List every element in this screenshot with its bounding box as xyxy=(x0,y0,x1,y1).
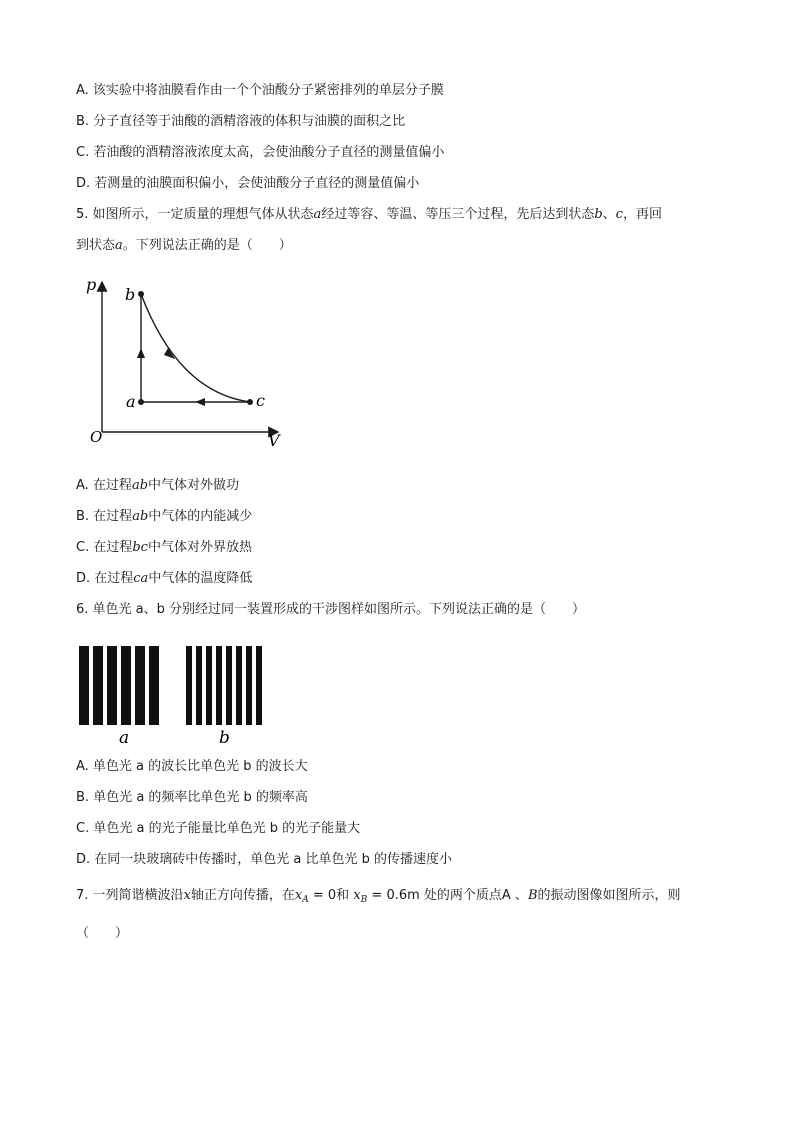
q7-answer-paren: （ ） xyxy=(76,926,129,941)
label-c: c xyxy=(256,391,265,410)
q5-var-b: b xyxy=(594,207,603,222)
q5-opt-c-var: bc xyxy=(132,540,148,555)
q6-option-a: A. 单色光 a 的波长比单色光 b 的波长大 xyxy=(76,759,308,774)
q5-stem2-text2: 。下列说法正确的是（ ） xyxy=(122,238,292,253)
q5-stem-text2: 经过等容、等温、等压三个过程，先后达到状态 xyxy=(321,207,595,222)
fringe-b-2 xyxy=(196,646,202,725)
q6-option-d: D. 在同一块玻璃砖中传播时，单色光 a 比单色光 b 的传播速度小 xyxy=(76,852,453,867)
interference-patterns xyxy=(76,640,276,750)
p-axis-label: p xyxy=(86,275,97,294)
q4-option-b: B. 分子直径等于油酸的酒精溶液的体积与油膜的面积之比 xyxy=(76,114,406,129)
q5-opt-a-pre: A. 在过程 xyxy=(76,478,132,493)
q6-option-b: B. 单色光 a 的频率比单色光 b 的频率高 xyxy=(76,790,308,805)
q5-var-c: c xyxy=(615,207,623,222)
q6-stem: 6. 单色光 a、b 分别经过同一装置形成的干涉图样如图所示。下列说法正确的是（ ） xyxy=(76,602,586,617)
q5-opt-b-var: ab xyxy=(132,509,149,524)
q7-text3: 的振动图像如图所示，则 xyxy=(537,888,681,903)
point-c xyxy=(247,399,253,405)
q7-sub-b: B xyxy=(360,895,368,905)
fringe-b-3 xyxy=(206,646,212,725)
fringe-b-5 xyxy=(226,646,232,725)
origin-label: O xyxy=(90,428,103,446)
q5-stem-sep: 、 xyxy=(602,207,616,222)
q7-eq2: = 0.6m 处的两个质点A 、 xyxy=(367,888,528,903)
q7-sub-a: A xyxy=(302,895,309,905)
fringe-b-7 xyxy=(246,646,252,725)
fringe-a-3 xyxy=(107,646,117,725)
q5-opt-d-post: 中气体的温度降低 xyxy=(148,571,253,586)
q5-opt-d-pre: D. 在过程 xyxy=(76,571,134,586)
q5-opt-a-var: ab xyxy=(131,478,149,493)
fringe-a-1 xyxy=(79,646,89,725)
process-bc xyxy=(141,294,250,402)
q5-opt-a-post: 中气体对外做功 xyxy=(148,478,240,493)
q5-opt-d-var: ca xyxy=(133,571,149,586)
q5-opt-c-pre: C. 在过程 xyxy=(76,540,133,555)
q5-stem-text1: 5. 如图所示，一定质量的理想气体从状态 xyxy=(76,207,314,222)
q4-option-d: D. 若测量的油膜面积偏小，会使油酸分子直径的测量值偏小 xyxy=(76,176,420,191)
q5-opt-b-pre: B. 在过程 xyxy=(76,509,133,524)
fringe-b-6 xyxy=(236,646,242,725)
pattern-b-label: b xyxy=(219,728,230,748)
arrow-ab xyxy=(137,348,145,358)
pv-diagram xyxy=(80,272,290,452)
q5-option-a xyxy=(76,477,239,495)
q5-option-c xyxy=(76,539,252,557)
q5-option-b xyxy=(76,508,252,526)
q5-stem-line2 xyxy=(76,237,292,255)
q5-var-a2: a xyxy=(115,238,123,253)
q7-var-xb: x xyxy=(353,888,361,903)
q5-stem-text3: ，再回 xyxy=(622,207,662,222)
q7-var-xa: x xyxy=(294,888,303,903)
fringe-b-1 xyxy=(186,646,192,725)
v-axis-label: V xyxy=(268,431,280,450)
q6-option-c: C. 单色光 a 的光子能量比单色光 b 的光子能量大 xyxy=(76,821,361,836)
q5-stem2-text1: 到状态 xyxy=(76,238,116,253)
arrow-ca xyxy=(195,398,205,406)
q7-var-b: B xyxy=(527,888,538,903)
q7-text2: 轴正方向传播，在 xyxy=(190,888,295,903)
pattern-a xyxy=(79,646,159,725)
q5-option-d xyxy=(76,570,252,588)
q4-option-c: C. 若油酸的酒精溶液浓度太高，会使油酸分子直径的测量值偏小 xyxy=(76,145,445,160)
point-b xyxy=(138,291,144,297)
fringe-b-4 xyxy=(216,646,222,725)
q7-var-x: x xyxy=(183,888,191,903)
fringe-b-8 xyxy=(256,646,262,725)
q5-stem-line1 xyxy=(76,206,662,224)
q7-stem xyxy=(76,887,681,909)
q5-opt-b-post: 中气体的内能减少 xyxy=(148,509,253,524)
point-a xyxy=(138,399,144,405)
q5-var-a: a xyxy=(313,207,322,222)
pattern-a-label: a xyxy=(119,728,130,748)
fringe-a-4 xyxy=(121,646,131,725)
fringe-a-2 xyxy=(93,646,103,725)
label-a: a xyxy=(126,392,136,411)
label-b: b xyxy=(125,285,136,304)
pattern-b xyxy=(186,646,262,725)
q5-opt-c-post: 中气体对外界放热 xyxy=(147,540,252,555)
q4-option-a: A. 该实验中将油膜看作由一个个油酸分子紧密排列的单层分子膜 xyxy=(76,83,444,98)
fringe-a-6 xyxy=(149,646,159,725)
q7-text1: 7. 一列简谐横波沿 xyxy=(76,888,184,903)
fringe-a-5 xyxy=(135,646,145,725)
q7-eq1: = 0和 xyxy=(308,888,354,903)
